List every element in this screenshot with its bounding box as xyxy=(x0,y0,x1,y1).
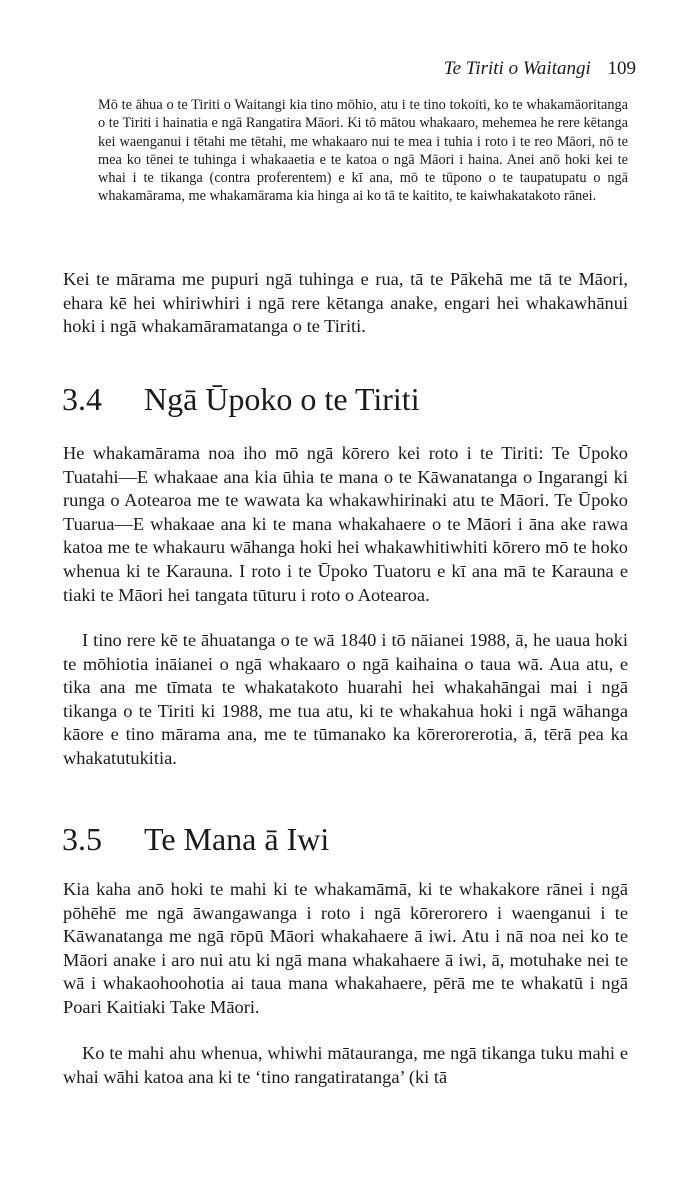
section-3-4-paragraph-1: He whakamārama noa iho mō ngā kōrero kei roto i te Tiriti: Te Ūpoko Tuatahi—E whakaae ana kia ūhia te mana o te Kāwanatanga o Ingarangi ki runga o Aotearoa me te wawata ka whakawhirinaki atu te Māori. Te Ūpoko Tuarua—E whakaae ana ki te mana whakahaere o te Māori i āna ake rawa katoa me te whakauru wāhanga hoki hei whakawhitiwhiti kōrero mō te hoko whenua ki te Karauna. I roto i te Ūpoko Tuatoru e kī ana mā te Karauna e tiaki te Māori hei tangata tūturu i roto o Aotearoa. xyxy=(63,443,628,605)
running-head-title: Te Tiriti o Waitangi xyxy=(443,58,591,79)
section-3-4-paragraph-2: I tino rere kē te āhuatanga o te wā 1840 i tō nāianei 1988, ā, he uaua hoki te mōhiotia ināianei o ngā whakaaro o ngā kaihaina o taua wā. Aua atu, e tika ana me tīmata te whakatakoto huarahi hei whakahāngai mai i ngā tikanga o te Tiriti ki 1988, me tua atu, ki te whakahua hoki i ngā wāhanga kāore e tino mārama ana, me te tūmanako ka kōrerorerotia, ā, tērā pea ka whakatutukitia. xyxy=(63,630,628,768)
section-title: Te Mana ā Iwi xyxy=(144,821,330,857)
running-head xyxy=(444,58,636,80)
section-3-5-paragraph-2: Ko te mahi ahu whenua, whiwhi mātauranga, me ngā tikanga tuku mahi e whai wāhi katoa ana ki te ‘tino rangatiratanga’ (ki tā xyxy=(63,1043,628,1087)
section-3-5-paragraph-1: Kia kaha anō hoki te mahi ki te whakamāmā, ki te whakakore rānei i ngā pōhēhē me ngā āwangawanga i roto i ngā kōrerorero i waenganui i te Kāwanatanga me ngā rōpū Māori whakahaere ā iwi. Atu i nā noa nei ko te Māori anake i aro nui atu ki ngā mana whakahaere ā iwi, ā, motuhake nei te wā i whakaohoohotia ai taua mana whakahaere, pērā me te whakatū i ngā Poari Kaitiaki Take Māori. xyxy=(63,879,628,1017)
section-heading-3-5 xyxy=(62,822,329,857)
page-number: 109 xyxy=(607,58,636,79)
block-quote: Mō te āhua o te Tiriti o Waitangi kia tino mōhio, atu i te tino tokoiti, ko te whakamāoritanga o te Tiriti i hainatia e ngā Rangatira Māori. Ki tō mātou whakaaro, mehemea he rere kētanga kei waenganui i tētahi me tētahi, me whakaaro nui te mea i tuhia i roto i te reo Māori, nō te mea ko tēnei te tuhinga i whakaaetia e te katoa o ngā Māori i haina. Anei anō hoki kei te whai i te tikanga (contra proferentem) e kī ana, mō te tūpono o te taupatupatu o ngā whakamārama, me whakamārama kia hinga ai ko tā te kaitito, te kaiwhakatakoto rānei. xyxy=(98,97,628,205)
section-heading-3-4 xyxy=(62,382,420,417)
section-number: 3.4 xyxy=(62,381,102,417)
section-title: Ngā Ūpoko o te Tiriti xyxy=(144,381,420,417)
section-number: 3.5 xyxy=(62,821,102,857)
paragraph-after-quote: Kei te mārama me pupuri ngā tuhinga e rua, tā te Pākehā me tā te Māori, ehara kē hei whiriwhiri i ngā rere kētanga anake, engari hei whakawhānui hoki i ngā whakamāramatanga o te Tiriti. xyxy=(63,269,628,337)
